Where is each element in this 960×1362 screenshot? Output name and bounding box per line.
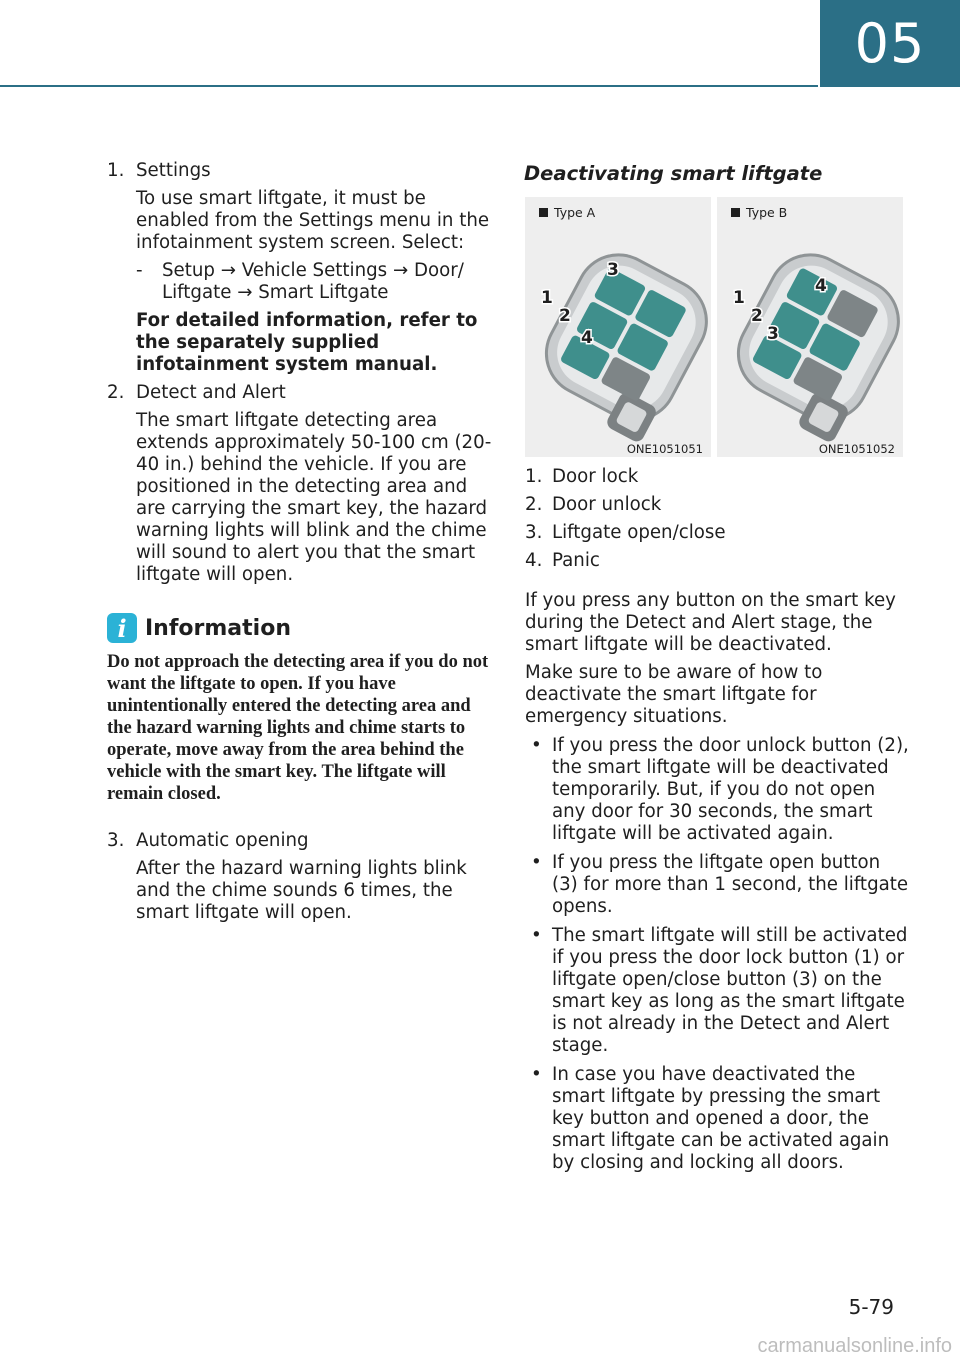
square-bullet-icon	[731, 208, 740, 217]
item-number: 3.	[107, 830, 125, 851]
item-number: 2.	[107, 382, 125, 403]
item-detect-alert	[107, 382, 492, 586]
figure-row	[525, 197, 910, 457]
item-note: For detailed information, refer to the separately supplied infotainment system manual.	[136, 310, 478, 375]
figure-label: Type A	[539, 205, 595, 220]
left-column	[107, 160, 492, 924]
list-item: 3. Liftgate open/close	[525, 522, 726, 543]
item-number: 1.	[107, 160, 125, 181]
item-automatic-opening	[107, 830, 492, 924]
information-header	[107, 613, 492, 643]
information-body: Do not approach the detecting area if you do not want the liftgate to open. If you have unintentionally entered the detecting area and the hazard warning lights and chime starts to operate, move away from the area behind the vehicle with the smart key. The liftgate will remain closed.	[107, 652, 489, 804]
item-settings	[107, 160, 492, 254]
callout-4: 4	[815, 276, 827, 296]
item-text: After the hazard warning lights blink and the chime sounds 6 times, the smart liftgate will open.	[136, 858, 467, 923]
item-title: Settings	[136, 160, 211, 181]
item-text: To use smart liftgate, it must be enabled from the Settings menu in the infotainment system screen. Select:	[136, 188, 490, 253]
header-rule	[0, 85, 818, 87]
right-column	[525, 160, 910, 1174]
menu-path-text: Setup → Vehicle Settings → Door/ Liftgate → Smart Liftgate	[162, 260, 464, 303]
button-list	[525, 463, 910, 575]
callout-1: 1	[733, 288, 745, 308]
square-bullet-icon	[539, 208, 548, 217]
list-item: 1. Door lock	[525, 466, 639, 487]
list-item: 2. Door unlock	[525, 494, 662, 515]
item-title: Automatic opening	[136, 830, 309, 851]
chapter-number: 05	[854, 12, 926, 75]
bullet-item: • The smart liftgate will still be activated if you press the door lock button (1) or liftgate open/close button (3) on the smart key as long as the smart liftgate is not already in the Detect and Alert stage.	[531, 925, 908, 1056]
callout-3: 3	[607, 260, 619, 280]
figure-code: ONE1051052	[818, 442, 895, 456]
item-title: Detect and Alert	[136, 382, 286, 403]
chapter-tab	[820, 0, 960, 87]
callout-1: 1	[541, 288, 553, 308]
dash-symbol: -	[136, 260, 143, 281]
figure-type-b	[717, 197, 903, 457]
smart-key-image	[717, 233, 903, 445]
bullet-item: • If you press the liftgate open button (3) for more than 1 second, the liftgate opens.	[531, 852, 909, 917]
bullet-item: • In case you have deactivated the smart liftgate by pressing the smart key button and opened a door, the smart liftgate can be activated again by closing and locking all doors.	[531, 1064, 890, 1173]
info-icon: i	[107, 613, 137, 643]
callout-2: 2	[751, 306, 763, 326]
paragraph-aware: Make sure to be aware of how to deactivate the smart liftgate for emergency situations.	[525, 662, 823, 727]
figure-type-a	[525, 197, 711, 457]
callout-4: 4	[581, 328, 593, 348]
paragraph-deactivate: If you press any button on the smart key during the Detect and Alert stage, the smart liftgate will be deactivated.	[525, 590, 896, 655]
watermark[interactable]: carmanualsonline.info	[757, 1335, 952, 1357]
figure-code: ONE1051051	[626, 442, 703, 456]
callout-2: 2	[559, 306, 571, 326]
page-number: 5-79	[848, 1295, 894, 1319]
item-text: The smart liftgate detecting area extends approximately 50-100 cm (20-40 in.) behind the vehicle. If you are positioned in the detecting area and are carrying the smart key, the hazard warning lights will blink and the chime will sound to alert you that the smart liftgate will open.	[136, 410, 492, 585]
smart-key-image	[525, 233, 711, 445]
menu-path	[136, 260, 492, 304]
callout-3: 3	[767, 324, 779, 344]
information-title: Information	[145, 615, 291, 641]
bullet-item: • If you press the door unlock button (2), the smart liftgate will be deactivated temporarily. But, if you do not open any door for 30 seconds, the smart liftgate will be activated again.	[531, 735, 909, 844]
list-item: 4. Panic	[525, 550, 600, 571]
figure-label: Type B	[731, 205, 787, 220]
section-title: Deactivating smart liftgate	[524, 162, 823, 185]
